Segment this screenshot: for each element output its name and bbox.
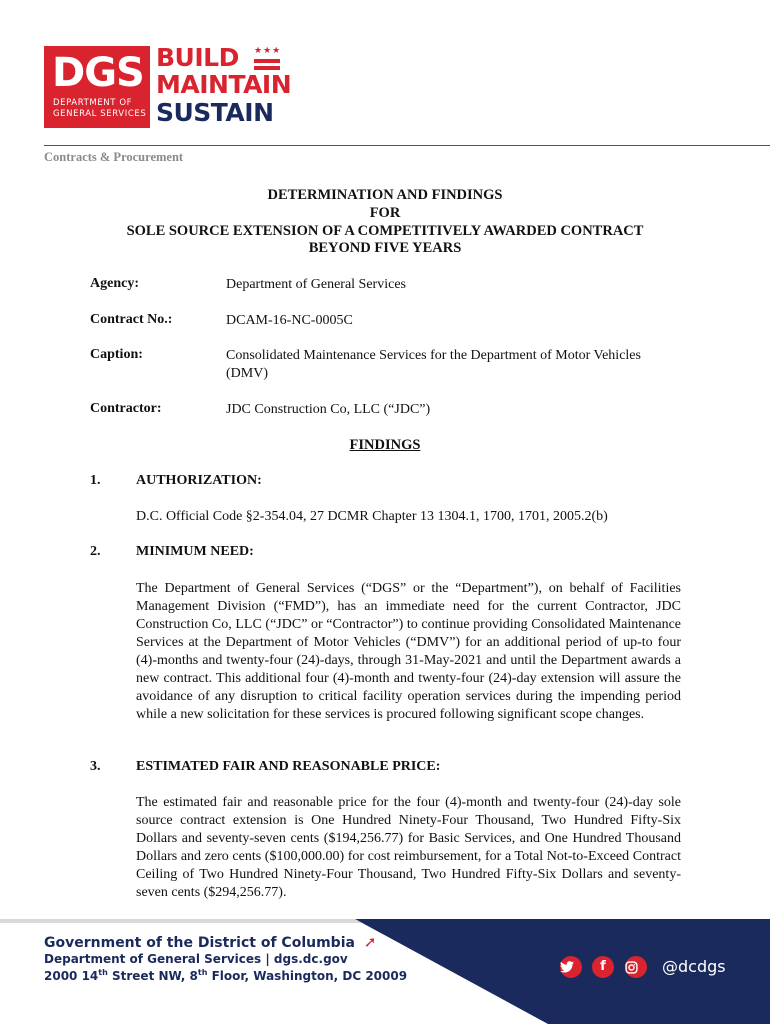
footer-address-sup2: th — [197, 968, 208, 977]
dgs-logo-subtitle-line2: GENERAL SERVICES — [53, 109, 147, 119]
dgs-logo-box — [44, 46, 150, 128]
contract-number-value: DCAM-16-NC-0005C — [226, 313, 353, 328]
section-3-number: 3. — [90, 759, 101, 774]
dgs-logo-subtitle — [53, 98, 146, 120]
agency-value: Department of General Services — [226, 277, 406, 292]
findings-heading: FINDINGS — [349, 437, 421, 453]
facebook-icon[interactable]: f — [592, 956, 614, 978]
dgs-logo-subtitle-line1: DEPARTMENT OF — [53, 98, 133, 108]
contract-number-label: Contract No.: — [90, 312, 173, 327]
footer-address-part2: Street NW, 8 — [107, 969, 198, 983]
footer-org-name — [44, 933, 376, 951]
section-1-number: 1. — [90, 473, 101, 488]
caption-label: Caption: — [90, 347, 143, 362]
document-title-line3: SOLE SOURCE EXTENSION OF A COMPETITIVELY AWARDED CONTRACT — [126, 223, 644, 239]
footer-department-line: Department of General Services | dgs.dc.gov — [44, 952, 348, 966]
footer-org-text: Government of the District of Columbia — [44, 935, 355, 951]
tagline-sustain: SUSTAIN — [156, 98, 274, 127]
dc-flag-icon — [254, 47, 282, 71]
tagline-build: BUILD — [156, 43, 239, 72]
section-3-body: The estimated fair and reasonable price for the four (4)-month and twenty-four (24)-day sole source contract extension is One Hundred Ninety-Four Thousand, Two Hundred Fifty-Six Dollars and seventy-seven cents ($194,256.77) for Basic Services, and One Hundred Thousand Dollars and zero cents ($100,000.00) for cost reimbursement, for a Total Not-to-Exceed Contract Ceiling of Two Hundred Ninety-Four Thousand, Two Hundred Fifty-Six Dollars and seventy-seven cents ($294,256.77). — [136, 795, 681, 900]
document-title-line4: BEYOND FIVE YEARS — [308, 240, 462, 256]
tagline-maintain: MAINTAIN — [156, 70, 292, 99]
contractor-label: Contractor: — [90, 401, 162, 416]
footer-address-part3: Floor, Washington, DC 20009 — [207, 969, 408, 983]
social-handle[interactable]: @dcdgs — [662, 957, 726, 976]
section-1-body: D.C. Official Code §2-354.04, 27 DCMR Chapter 13 1304.1, 1700, 1701, 2005.2(b) — [136, 509, 608, 524]
document-title-line2: FOR — [369, 205, 401, 221]
agency-label: Agency: — [90, 276, 139, 291]
section-1-title: AUTHORIZATION: — [136, 473, 262, 488]
page-footer — [0, 919, 770, 1024]
twitter-icon[interactable] — [560, 956, 582, 978]
contractor-value: JDC Construction Co, LLC (“JDC”) — [226, 402, 431, 417]
header-divider — [44, 145, 770, 146]
arrow-icon: ➚ — [363, 933, 377, 951]
dc-flag-stars: ★★★ — [254, 46, 282, 56]
dgs-logo-letters: DGS — [52, 50, 144, 96]
department-label: Contracts & Procurement — [44, 150, 184, 164]
section-2-title: MINIMUM NEED: — [136, 544, 254, 559]
document-title-line1: DETERMINATION AND FINDINGS — [267, 187, 503, 203]
footer-address-sup1: th — [98, 968, 108, 977]
footer-address — [44, 968, 407, 983]
section-2-body: The Department of General Services (“DGS” or the “Department”), on behalf of Facilities Management Division (“FMD”), has an immediate need for the current Contractor, JDC Construction Co, LLC (“JDC” or “Contractor”) to continue providing Consolidated Maintenance Services at the Department of Motor Vehicles (“DMV”) for an additional period of up-to four (4)-months and twenty-four (24)-days, through 31-May-2021 and until the Department awards a new contract. This additional four (4)-month and twenty-four (24)-day extension will assure the avoidance of any disruption to critical facility operation services during the impending period while a new solicitation for these services is procured following significant scope changes. — [136, 581, 681, 722]
dgs-logo — [44, 43, 292, 130]
caption-value: Consolidated Maintenance Services for the Department of Motor Vehicles (DMV) — [226, 348, 641, 381]
section-3-title: ESTIMATED FAIR AND REASONABLE PRICE: — [136, 759, 441, 774]
footer-address-part1: 2000 14 — [44, 969, 99, 983]
section-2-number: 2. — [90, 544, 101, 559]
instagram-icon[interactable] — [625, 956, 647, 978]
